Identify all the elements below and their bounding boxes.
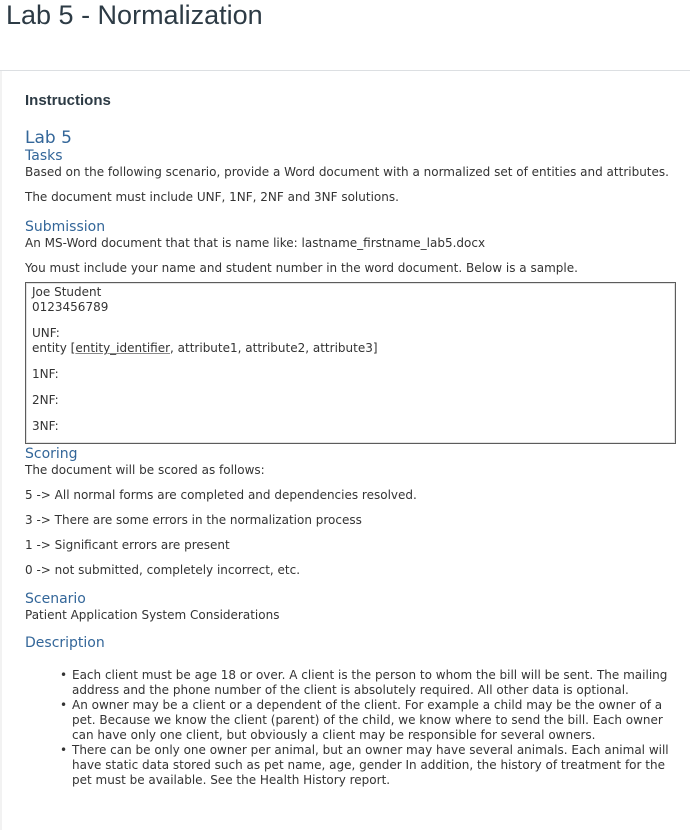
entity-attributes: , attribute1, attribute2, attribute3] xyxy=(170,341,378,355)
scoring-heading: Scoring xyxy=(25,446,78,462)
bullet-2-line-1: • An owner may be a client or a dependent of the client. For example a child may be the owner of a xyxy=(72,698,663,712)
scenario-heading: Scenario xyxy=(25,591,86,607)
scoring-item-5: 5 -> All normal forms are completed and dependencies resolved. xyxy=(25,488,417,502)
sample-1nf-label: 1NF: xyxy=(32,367,59,381)
scoring-intro: The document will be scored as follows: xyxy=(25,463,265,477)
tasks-heading: Tasks xyxy=(25,148,63,164)
description-bullet-1 xyxy=(72,668,682,698)
scoring-item-0: 0 -> not submitted, completely incorrect, etc. xyxy=(25,563,301,577)
bullet-3-line-1: • There can be only one owner per animal, but an owner may have several animals. Each animal will xyxy=(72,743,669,757)
tasks-line-1: Based on the following scenario, provide a Word document with a normalized set of entities and attributes. xyxy=(25,165,669,179)
sample-student-number: 0123456789 xyxy=(32,300,109,314)
scoring-item-1: 1 -> Significant errors are present xyxy=(25,538,230,552)
sample-name: Joe Student xyxy=(32,285,102,299)
submission-line-1: An MS-Word document that that is name like: lastname_firstname_lab5.docx xyxy=(25,236,486,250)
submission-heading: Submission xyxy=(25,219,106,235)
scenario-text: Patient Application System Considerations xyxy=(25,608,280,622)
tasks-line-2: The document must include UNF, 1NF, 2NF and 3NF solutions. xyxy=(25,190,399,204)
entity-prefix: entity [ xyxy=(32,341,76,355)
bullet-1-line-1: • Each client must be age 18 or over. A client is the person to whom the bill will be sent. The mailing xyxy=(72,668,668,682)
bullet-2-line-2: pet. Because we know the client (parent) of the child, we know where to send the bill. Each owner xyxy=(72,713,663,727)
sample-2nf-label: 2NF: xyxy=(32,393,59,407)
bullet-1-line-2: address and the phone number of the client is absolutely required. All other data is optional. xyxy=(72,683,629,697)
description-bullet-3 xyxy=(72,743,682,788)
bullet-2-line-3: can have only one client, but obviously a client may be responsible for several owners. xyxy=(72,728,596,742)
submission-line-2: You must include your name and student number in the word document. Below is a sample. xyxy=(25,261,578,275)
sample-document-box xyxy=(25,282,676,444)
bullet-3-line-2: have static data stored such as pet name, age, gender In addition, the history of treatment for the xyxy=(72,758,665,772)
instructions-heading: Instructions xyxy=(25,92,111,109)
scoring-item-3: 3 -> There are some errors in the normalization process xyxy=(25,513,362,527)
lab-heading: Lab 5 xyxy=(25,128,72,148)
sample-3nf-label: 3NF: xyxy=(32,419,59,433)
description-heading: Description xyxy=(25,635,105,651)
sample-unf-label: UNF: xyxy=(32,326,60,340)
description-bullet-2 xyxy=(72,698,682,743)
entity-identifier: entity_identifier xyxy=(75,341,171,355)
content-left-edge xyxy=(0,71,2,830)
page-title: Lab 5 - Normalization xyxy=(6,0,263,30)
sample-entity-line xyxy=(32,341,669,356)
bullet-3-line-3: pet must be available. See the Health History report. xyxy=(72,773,391,787)
instructions-content xyxy=(25,90,685,788)
description-list xyxy=(25,668,685,788)
title-divider xyxy=(0,70,690,71)
